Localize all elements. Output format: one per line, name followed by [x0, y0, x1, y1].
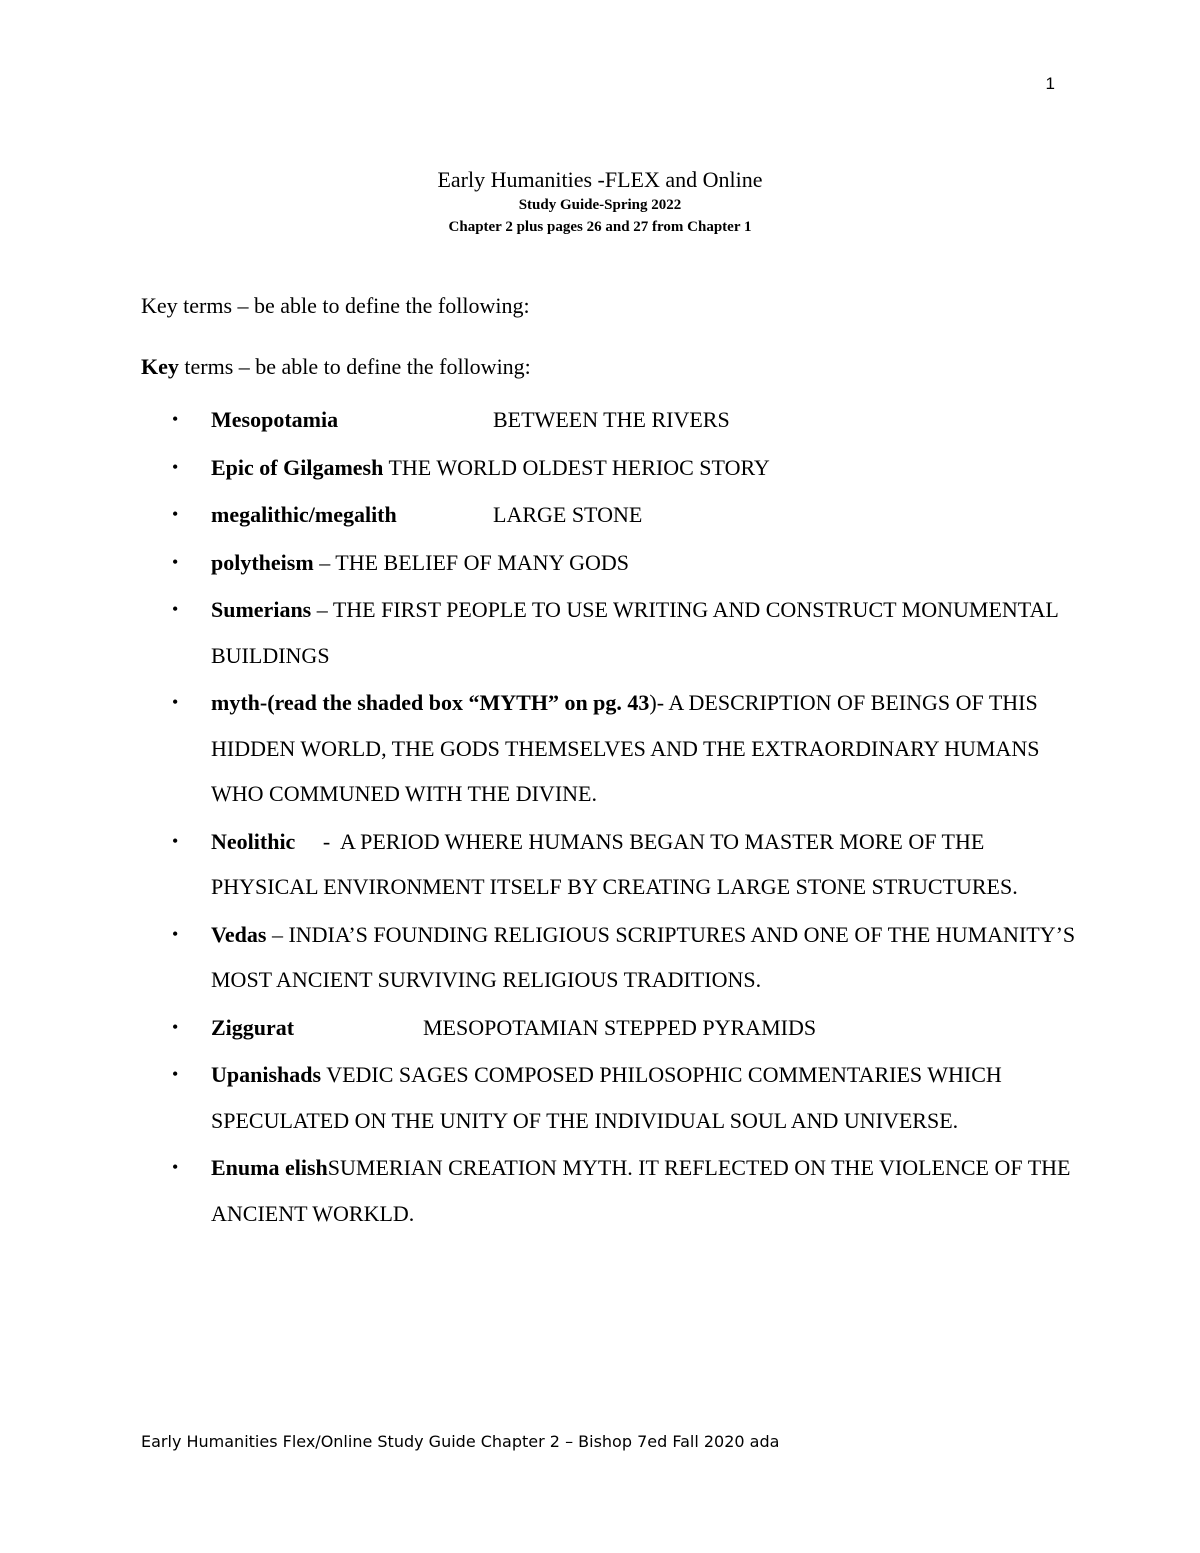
list-item: [172, 680, 1081, 817]
term-definition: VEDIC SAGES COMPOSED PHILOSOPHIC COMMENTARIES WHICH SPECULATED ON THE UNITY OF THE INDIVIDUAL SOUL AND UNIVERSE.: [211, 1062, 1002, 1133]
document-title: Early Humanities -FLEX and Online: [437, 167, 763, 192]
list-item: [172, 912, 1081, 1003]
list-item: [172, 1052, 1081, 1143]
term-separator: -: [295, 828, 340, 854]
intro-bold-word: Key: [141, 354, 179, 379]
term-label: Upanishads: [211, 1062, 322, 1087]
term-label: megalithic/megalith: [211, 502, 397, 527]
bullet-icon: •: [172, 504, 179, 524]
term-label: myth-(read the shaded box “MYTH” on pg. 43: [211, 690, 650, 715]
list-item: [172, 587, 1081, 678]
list-item: [172, 819, 1081, 910]
list-item: [172, 492, 1081, 538]
bullet-icon: •: [172, 1016, 179, 1037]
term-separator: –: [266, 921, 289, 947]
bullet-icon: •: [172, 830, 179, 851]
term-separator: –: [311, 597, 333, 622]
term-definition: A DESCRIPTION OF BEINGS OF THIS HIDDEN WORLD, THE GODS THEMSELVES AND THE EXTRAORDINARY HUMANS WHO COMMUNED WITH THE DIVINE.: [211, 690, 1040, 806]
term-label: Neolithic: [211, 828, 296, 854]
term-label: Ziggurat: [211, 1014, 295, 1040]
term-definition: THE FIRST PEOPLE TO USE WRITING AND CONSTRUCT MONUMENTAL BUILDINGS: [211, 597, 1058, 668]
term-definition: BETWEEN THE RIVERS: [493, 407, 730, 432]
intro-line-rest: terms – be able to define the following:: [178, 354, 531, 379]
term-definition: INDIA’S FOUNDING RELIGIOUS SCRIPTURES AND ONE OF THE HUMANITY’S MOST ANCIENT SURVIVING RELIGIOUS TRADITIONS.: [211, 921, 1076, 992]
bullet-icon: •: [172, 1157, 179, 1177]
document-subtitle-chapters: Chapter 2 plus pages 26 and 27 from Chapter 1: [448, 219, 752, 235]
term-label: Sumerians: [211, 597, 312, 622]
term-definition: THE WORLD OLDEST HERIOC STORY: [388, 454, 770, 480]
list-item: [172, 1145, 1081, 1236]
term-definition: LARGE STONE: [493, 502, 643, 527]
document-subtitle-term: Study Guide-Spring 2022: [518, 197, 682, 213]
list-item: [172, 445, 1081, 491]
page-number: 1: [1045, 74, 1055, 93]
bullet-icon: •: [172, 456, 179, 477]
term-separator: –: [313, 549, 336, 575]
page-footer: Early Humanities Flex/Online Study Guide Chapter 2 – Bishop 7ed Fall 2020 ada: [141, 1432, 780, 1451]
bullet-icon: •: [172, 599, 179, 619]
list-item: [172, 540, 1081, 586]
list-item: [172, 1005, 1081, 1051]
term-label: Vedas: [211, 921, 267, 947]
term-definition: A PERIOD WHERE HUMANS BEGAN TO MASTER MORE OF THE PHYSICAL ENVIRONMENT ITSELF BY CREATING LARGE STONE STRUCTURES.: [211, 828, 1018, 899]
bullet-icon: •: [172, 923, 179, 944]
bullet-icon: •: [172, 1064, 179, 1084]
term-label: polytheism: [211, 549, 314, 575]
term-definition: THE BELIEF OF MANY GODS: [335, 549, 630, 575]
list-item: [172, 397, 1081, 443]
term-label: Mesopotamia: [211, 407, 339, 432]
intro-line: Key terms – be able to define the following:: [141, 293, 530, 318]
intro-line-repeat: [141, 353, 531, 381]
bullet-icon: •: [172, 409, 179, 429]
term-label: Enuma elish: [211, 1155, 328, 1180]
term-separator: )-: [649, 690, 669, 715]
document-header: [0, 166, 1200, 238]
term-definition: SUMERIAN CREATION MYTH. IT REFLECTED ON THE VIOLENCE OF THE ANCIENT WORKLD.: [211, 1155, 1071, 1226]
key-terms-list: [172, 397, 1081, 1238]
term-definition: MESOPOTAMIAN STEPPED PYRAMIDS: [423, 1014, 817, 1040]
term-label: Epic of Gilgamesh: [211, 454, 384, 480]
bullet-icon: •: [172, 692, 179, 712]
bullet-icon: •: [172, 551, 179, 572]
